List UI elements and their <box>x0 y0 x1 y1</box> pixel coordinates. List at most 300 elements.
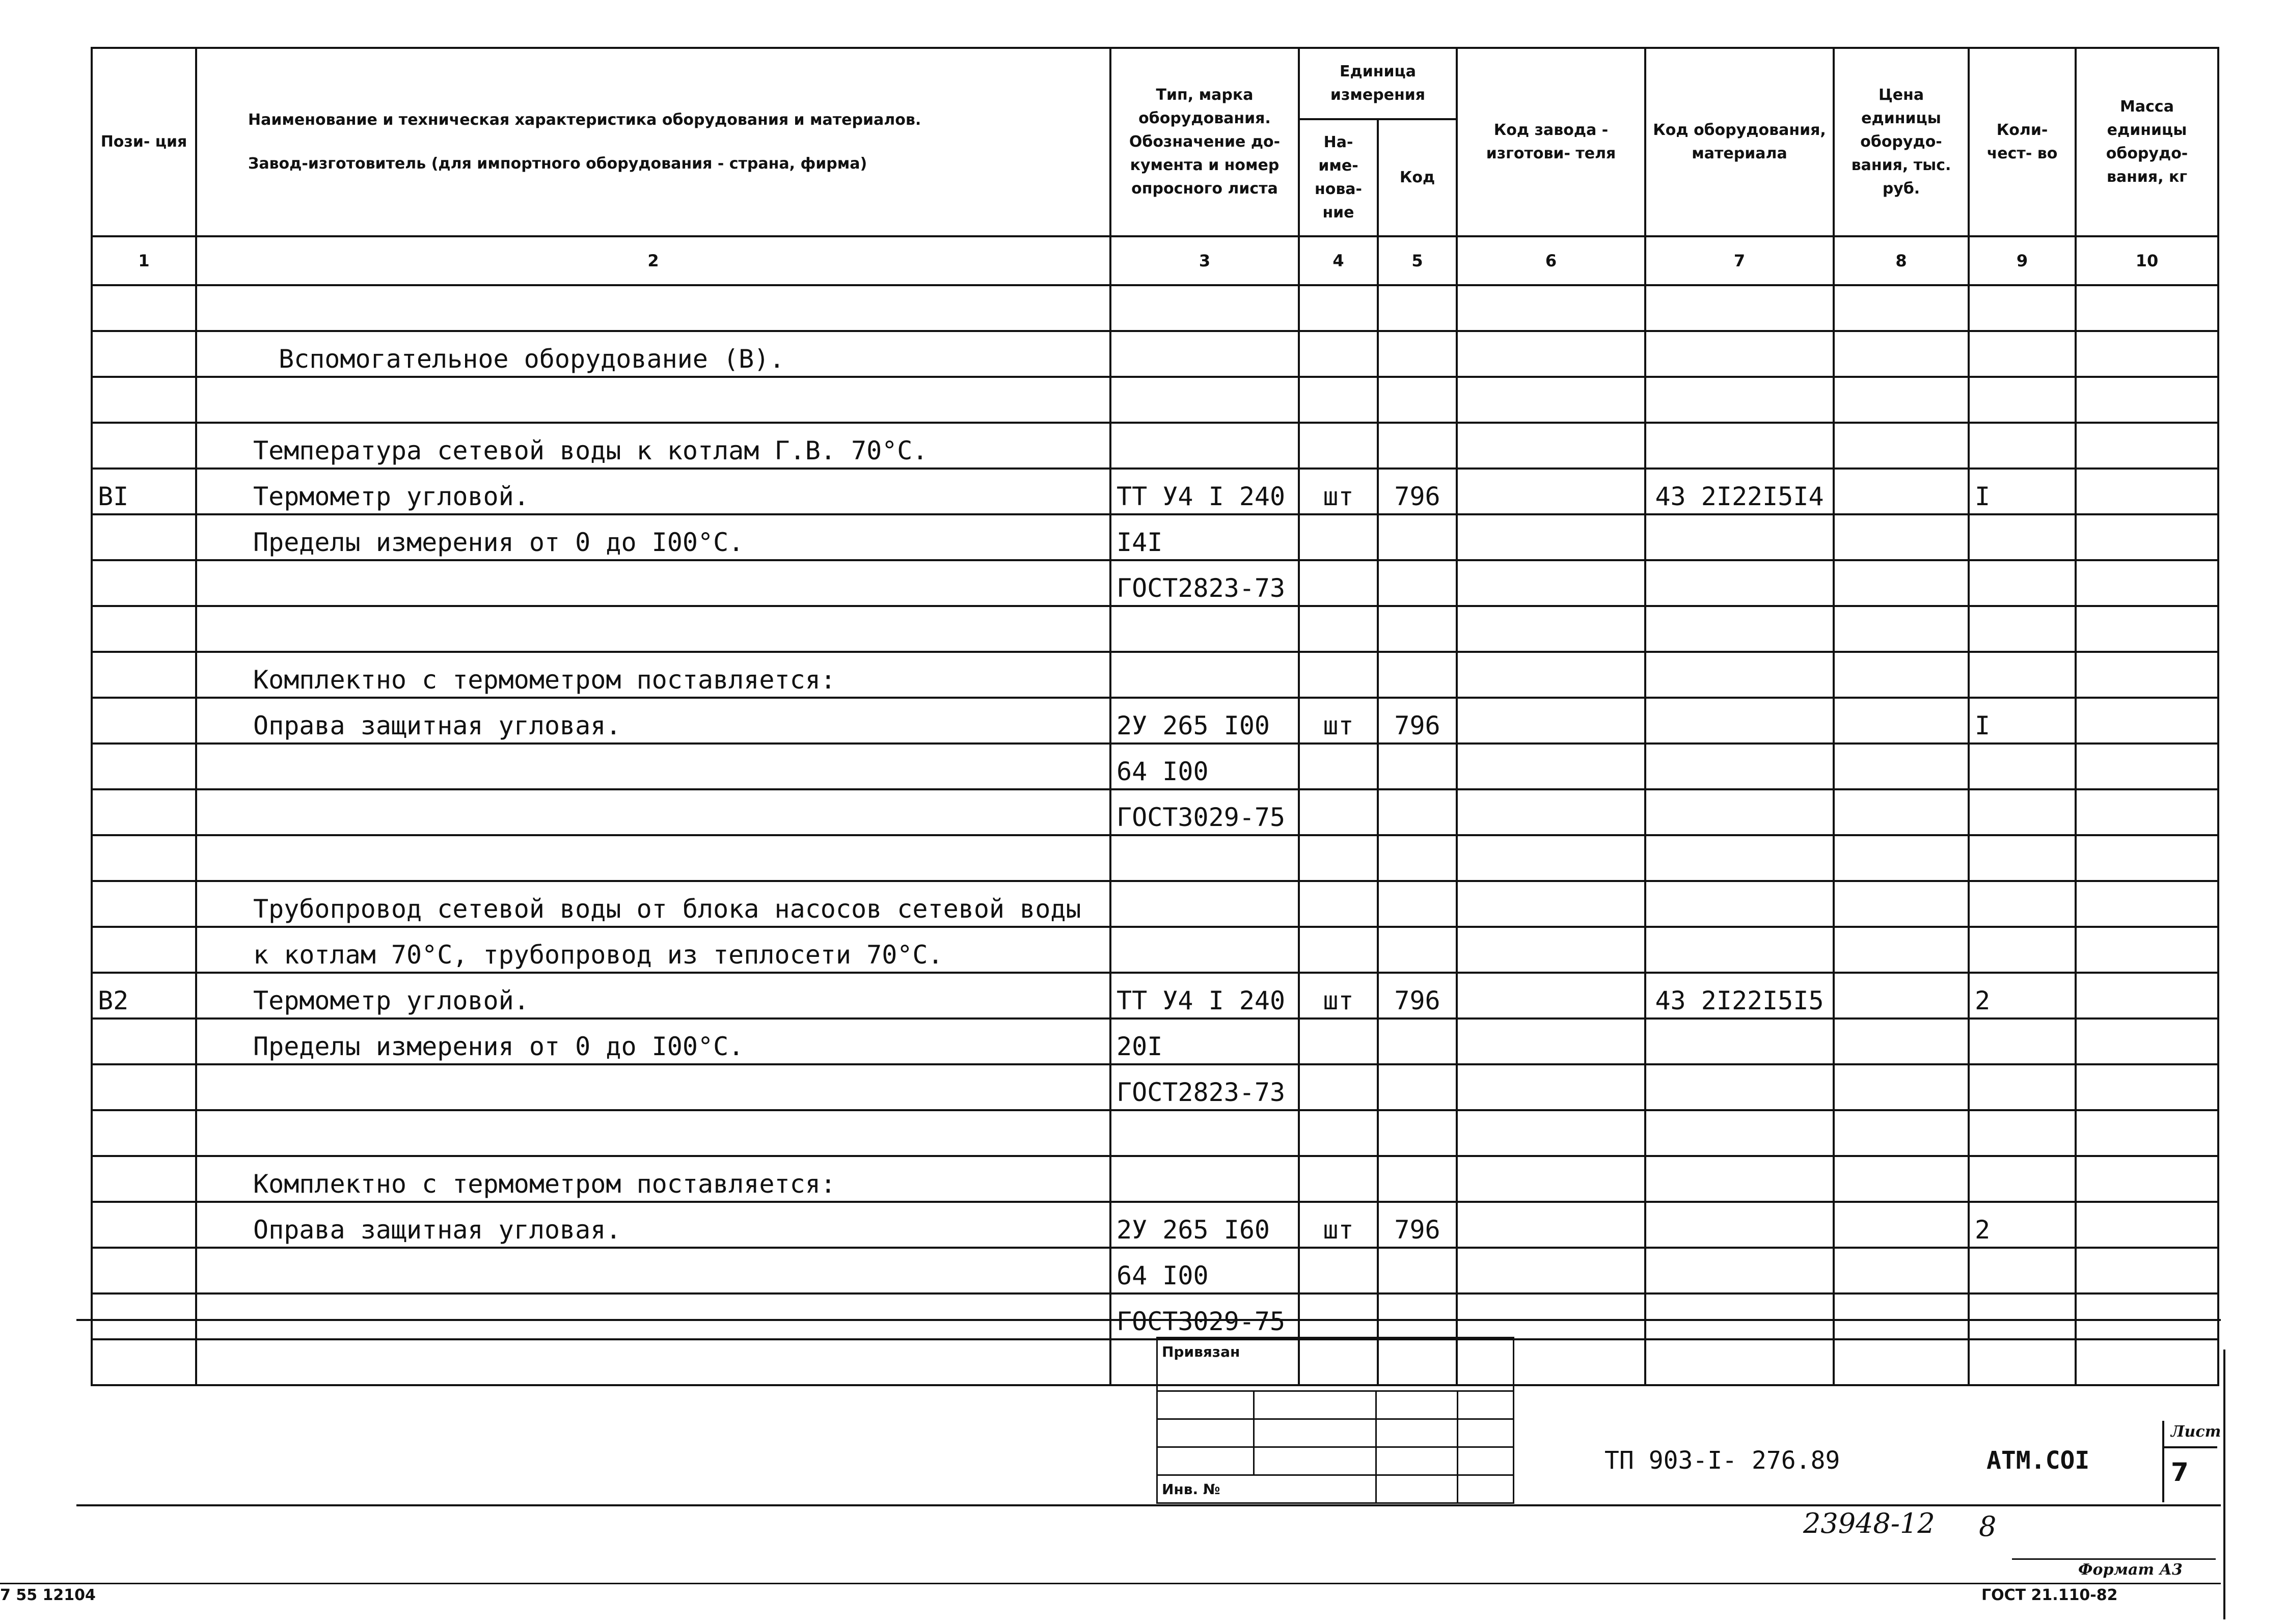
price-cell <box>1834 973 1969 1019</box>
table-row <box>92 1110 2218 1156</box>
unit-code-cell: 796 <box>1378 469 1457 514</box>
table-row <box>92 469 2218 514</box>
quantity-cell <box>1969 1064 2076 1110</box>
table-row <box>92 652 2218 698</box>
table-row <box>92 789 2218 835</box>
plant-code-cell <box>1457 469 1645 514</box>
unit-name-cell <box>1299 881 1378 927</box>
header-material-code: Код оборудования, материала <box>1645 48 1834 236</box>
name-cell: Термометр угловой. <box>196 973 1110 1019</box>
name-cell <box>196 1064 1110 1110</box>
unit-code-cell <box>1378 377 1457 423</box>
material-code-cell <box>1645 377 1834 423</box>
material-code-cell <box>1645 1110 1834 1156</box>
stamp-cell <box>1254 1447 1376 1475</box>
unit-code-cell <box>1378 1156 1457 1202</box>
unit-name-cell <box>1299 744 1378 789</box>
type-cell: ГОСТ2823-73 <box>1110 1064 1299 1110</box>
quantity-cell <box>1969 423 2076 469</box>
unit-name-cell: шт <box>1299 1202 1378 1248</box>
mass-cell <box>2076 1110 2218 1156</box>
price-cell <box>1834 789 1969 835</box>
column-number: 9 <box>1969 236 2076 285</box>
plant-code-cell <box>1457 1156 1645 1202</box>
header-name-line2: Завод-изготовитель (для импортного оборудования - страна, фирма) <box>248 155 867 173</box>
name-cell: Температура сетевой воды к котлам Г.В. 70°С. <box>196 423 1110 469</box>
type-cell: ТТ У4 I 240 <box>1110 469 1299 514</box>
mass-cell <box>2076 1202 2218 1248</box>
position-cell: B2 <box>92 973 196 1019</box>
type-cell <box>1110 423 1299 469</box>
price-cell <box>1834 331 1969 377</box>
table-row <box>92 744 2218 789</box>
price-cell <box>1834 1248 1969 1293</box>
position-cell <box>92 1064 196 1110</box>
plant-code-cell <box>1457 514 1645 560</box>
position-cell <box>92 1248 196 1293</box>
quantity-cell: 2 <box>1969 973 2076 1019</box>
mass-cell <box>2076 698 2218 744</box>
document-code: ТП 903-I- 276.89 <box>1604 1446 1840 1475</box>
quantity-cell <box>1969 606 2076 652</box>
table-row <box>92 331 2218 377</box>
unit-name-cell <box>1299 423 1378 469</box>
unit-name-cell <box>1299 514 1378 560</box>
plant-code-cell <box>1457 423 1645 469</box>
column-number: 1 <box>92 236 196 285</box>
header-unit: Единица измерения <box>1299 48 1457 119</box>
position-cell <box>92 285 196 331</box>
print-number: 7 55 12104 <box>0 1586 96 1604</box>
quantity-cell <box>1969 744 2076 789</box>
unit-code-cell <box>1378 560 1457 606</box>
name-cell: Трубопровод сетевой воды от блока насосов сетевой воды <box>196 881 1110 927</box>
plant-code-cell <box>1457 927 1645 973</box>
quantity-cell: 2 <box>1969 1202 2076 1248</box>
quantity-cell: I <box>1969 469 2076 514</box>
column-number: 6 <box>1457 236 1645 285</box>
position-cell <box>92 1156 196 1202</box>
name-cell: Пределы измерения от 0 до I00°С. <box>196 514 1110 560</box>
material-code-cell <box>1645 1019 1834 1064</box>
unit-code-cell <box>1378 514 1457 560</box>
table-row <box>92 1248 2218 1293</box>
position-cell <box>92 331 196 377</box>
material-code-cell <box>1645 331 1834 377</box>
mass-cell <box>2076 973 2218 1019</box>
material-code-cell <box>1645 698 1834 744</box>
table-row <box>92 1064 2218 1110</box>
price-cell <box>1834 606 1969 652</box>
price-cell <box>1834 1110 1969 1156</box>
material-code-cell <box>1645 927 1834 973</box>
header-position: Пози- ция <box>92 48 196 236</box>
plant-code-cell <box>1457 331 1645 377</box>
plant-code-cell <box>1457 698 1645 744</box>
unit-name-cell <box>1299 927 1378 973</box>
material-code-cell <box>1645 423 1834 469</box>
price-cell <box>1834 469 1969 514</box>
position-cell <box>92 1110 196 1156</box>
plant-code-cell <box>1457 881 1645 927</box>
type-cell: 64 I00 <box>1110 1248 1299 1293</box>
mass-cell <box>2076 744 2218 789</box>
stamp-linked-label: Привязан <box>1157 1338 1514 1391</box>
price-cell <box>1834 1202 1969 1248</box>
plant-code-cell <box>1457 1064 1645 1110</box>
quantity-cell <box>1969 1019 2076 1064</box>
unit-name-cell <box>1299 1248 1378 1293</box>
name-cell <box>196 744 1110 789</box>
mass-cell <box>2076 927 2218 973</box>
name-cell <box>196 560 1110 606</box>
type-cell: ГОСТ2823-73 <box>1110 560 1299 606</box>
unit-code-cell <box>1378 789 1457 835</box>
type-cell <box>1110 331 1299 377</box>
position-cell <box>92 789 196 835</box>
mass-cell <box>2076 285 2218 331</box>
position-cell <box>92 1202 196 1248</box>
column-number: 8 <box>1834 236 1969 285</box>
header-name <box>196 48 1110 236</box>
table-row <box>92 698 2218 744</box>
unit-code-cell <box>1378 652 1457 698</box>
quantity-cell <box>1969 835 2076 881</box>
stamp-cell <box>1458 1419 1514 1447</box>
type-cell: ТТ У4 I 240 <box>1110 973 1299 1019</box>
unit-code-cell <box>1378 606 1457 652</box>
header-name-line1: Наименование и техническая характеристика оборудования и материалов. <box>248 111 921 129</box>
sheet-number: 7 <box>2171 1457 2189 1487</box>
table-row <box>92 285 2218 331</box>
material-code-cell <box>1645 1156 1834 1202</box>
name-cell: Комплектно с термометром поставляется: <box>196 1156 1110 1202</box>
name-cell: Вспомогательное оборудование (В). <box>196 331 1110 377</box>
header-type: Тип, марка оборудования. Обозначение до- кумента и номер опросного листа <box>1110 48 1299 236</box>
right-edge-rule <box>2223 1350 2225 1619</box>
specification-table <box>91 47 2219 1386</box>
type-cell: 2У 265 I00 <box>1110 698 1299 744</box>
name-cell: Пределы измерения от 0 до I00°С. <box>196 1019 1110 1064</box>
unit-name-cell <box>1299 560 1378 606</box>
mass-cell <box>2076 881 2218 927</box>
name-cell <box>196 606 1110 652</box>
name-cell <box>196 789 1110 835</box>
quantity-cell <box>1969 1156 2076 1202</box>
position-cell <box>92 1019 196 1064</box>
price-cell <box>1834 1019 1969 1064</box>
plant-code-cell <box>1457 652 1645 698</box>
quantity-cell <box>1969 1110 2076 1156</box>
unit-name-cell <box>1299 789 1378 835</box>
unit-name-cell <box>1299 1019 1378 1064</box>
price-cell <box>1834 1064 1969 1110</box>
price-cell <box>1834 560 1969 606</box>
mass-cell <box>2076 560 2218 606</box>
material-code-cell <box>1645 652 1834 698</box>
material-code-cell <box>1645 1064 1834 1110</box>
mass-cell <box>2076 652 2218 698</box>
stamp-inv-label: Инв. № <box>1157 1475 1376 1503</box>
plant-code-cell <box>1457 1019 1645 1064</box>
stamp-cell <box>1376 1447 1458 1475</box>
quantity-cell <box>1969 1248 2076 1293</box>
price-cell <box>1834 698 1969 744</box>
name-cell <box>196 377 1110 423</box>
mass-cell <box>2076 1248 2218 1293</box>
material-code-cell <box>1645 285 1834 331</box>
unit-code-cell <box>1378 927 1457 973</box>
plant-code-cell <box>1457 285 1645 331</box>
table-row <box>92 377 2218 423</box>
price-cell <box>1834 744 1969 789</box>
quantity-cell <box>1969 285 2076 331</box>
quantity-cell <box>1969 927 2076 973</box>
price-cell <box>1834 423 1969 469</box>
unit-name-cell <box>1299 606 1378 652</box>
name-cell: Комплектно с термометром поставляется: <box>196 652 1110 698</box>
mass-cell <box>2076 331 2218 377</box>
material-code-cell <box>1645 881 1834 927</box>
column-number: 10 <box>2076 236 2218 285</box>
unit-name-cell <box>1299 652 1378 698</box>
position-cell <box>92 514 196 560</box>
mass-cell <box>2076 835 2218 881</box>
gost-label: ГОСТ 21.110-82 <box>1981 1586 2118 1604</box>
quantity-cell <box>1969 514 2076 560</box>
unit-code-cell <box>1378 331 1457 377</box>
title-block-frame <box>76 1319 2221 1506</box>
position-cell <box>92 835 196 881</box>
table-row <box>92 560 2218 606</box>
material-code-cell <box>1645 744 1834 789</box>
mass-cell <box>2076 1019 2218 1064</box>
table-row <box>92 881 2218 927</box>
material-code-cell <box>1645 1248 1834 1293</box>
unit-code-cell <box>1378 285 1457 331</box>
format-label: Формат А3 <box>2078 1561 2183 1579</box>
plant-code-cell <box>1457 973 1645 1019</box>
position-cell <box>92 560 196 606</box>
price-cell <box>1834 652 1969 698</box>
material-code-cell: 43 2I22I5I5 <box>1645 973 1834 1019</box>
name-cell <box>196 835 1110 881</box>
name-cell: Оправа защитная угловая. <box>196 698 1110 744</box>
stamp-cell <box>1376 1419 1458 1447</box>
unit-code-cell <box>1378 881 1457 927</box>
material-code-cell <box>1645 514 1834 560</box>
unit-name-cell <box>1299 331 1378 377</box>
stamp-grid <box>1156 1337 1514 1504</box>
plant-code-cell <box>1457 789 1645 835</box>
type-cell <box>1110 927 1299 973</box>
plant-code-cell <box>1457 744 1645 789</box>
stamp-cell <box>1254 1419 1376 1447</box>
stamp-cell <box>1458 1447 1514 1475</box>
stamp-cell <box>1157 1419 1254 1447</box>
column-number: 3 <box>1110 236 1299 285</box>
unit-name-cell <box>1299 835 1378 881</box>
header-price: Цена единицы оборудо- вания, тыс. руб. <box>1834 48 1969 236</box>
table-row <box>92 927 2218 973</box>
quantity-cell <box>1969 652 2076 698</box>
unit-name-cell <box>1299 1064 1378 1110</box>
table-row <box>92 606 2218 652</box>
column-number: 7 <box>1645 236 1834 285</box>
stamp-cell <box>1458 1391 1514 1419</box>
price-cell <box>1834 514 1969 560</box>
sheet-box-divider <box>2162 1446 2217 1448</box>
format-rule <box>2012 1558 2216 1560</box>
type-cell <box>1110 652 1299 698</box>
stamp-cell <box>1157 1447 1254 1475</box>
mass-cell <box>2076 469 2218 514</box>
position-cell <box>92 652 196 698</box>
unit-code-cell <box>1378 1248 1457 1293</box>
stamp-cell <box>1376 1475 1458 1503</box>
header-mass: Масса единицы оборудо- вания, кг <box>2076 48 2218 236</box>
specification-body <box>92 285 2218 1385</box>
table-row <box>92 1202 2218 1248</box>
mass-cell <box>2076 789 2218 835</box>
price-cell <box>1834 1156 1969 1202</box>
plant-code-cell <box>1457 560 1645 606</box>
position-cell <box>92 377 196 423</box>
quantity-cell <box>1969 377 2076 423</box>
type-cell: 2У 265 I60 <box>1110 1202 1299 1248</box>
name-cell: к котлам 70°С, трубопровод из теплосети 70°С. <box>196 927 1110 973</box>
unit-name-cell <box>1299 1110 1378 1156</box>
unit-name-cell: шт <box>1299 469 1378 514</box>
bottom-rule <box>0 1583 2221 1584</box>
type-cell <box>1110 606 1299 652</box>
table-row <box>92 1156 2218 1202</box>
quantity-cell <box>1969 331 2076 377</box>
type-cell <box>1110 835 1299 881</box>
mass-cell <box>2076 1064 2218 1110</box>
name-cell: Оправа защитная угловая. <box>196 1202 1110 1248</box>
mass-cell <box>2076 606 2218 652</box>
name-cell: Термометр угловой. <box>196 469 1110 514</box>
unit-code-cell: 796 <box>1378 698 1457 744</box>
plant-code-cell <box>1457 377 1645 423</box>
type-cell: ГОСТ3029-75 <box>1110 789 1299 835</box>
quantity-cell <box>1969 789 2076 835</box>
position-cell <box>92 744 196 789</box>
position-cell <box>92 881 196 927</box>
quantity-cell <box>1969 560 2076 606</box>
column-number: 2 <box>196 236 1110 285</box>
table-row <box>92 835 2218 881</box>
header-quantity: Коли- чест- во <box>1969 48 2076 236</box>
name-cell <box>196 1248 1110 1293</box>
unit-code-cell <box>1378 835 1457 881</box>
name-cell <box>196 285 1110 331</box>
unit-name-cell <box>1299 377 1378 423</box>
stamp-cell <box>1254 1391 1376 1419</box>
inventory-number: 23948-12 <box>1803 1507 1935 1539</box>
type-cell <box>1110 1156 1299 1202</box>
type-cell: I4I <box>1110 514 1299 560</box>
type-cell: 64 I00 <box>1110 744 1299 789</box>
table-row <box>92 973 2218 1019</box>
stamp-cell <box>1157 1391 1254 1419</box>
column-number: 4 <box>1299 236 1378 285</box>
stamp-cell <box>1458 1475 1514 1503</box>
material-code-cell <box>1645 606 1834 652</box>
header-row-1 <box>92 48 2218 119</box>
price-cell <box>1834 927 1969 973</box>
position-cell <box>92 606 196 652</box>
plant-code-cell <box>1457 606 1645 652</box>
name-cell <box>196 1110 1110 1156</box>
header-plant-code: Код завода - изготови- теля <box>1457 48 1645 236</box>
unit-code-cell <box>1378 1019 1457 1064</box>
stamp-cell <box>1376 1391 1458 1419</box>
header-unit-code: Код <box>1378 119 1457 236</box>
plant-code-cell <box>1457 835 1645 881</box>
material-code-cell: 43 2I22I5I4 <box>1645 469 1834 514</box>
table-row <box>92 514 2218 560</box>
position-cell <box>92 423 196 469</box>
mass-cell <box>2076 377 2218 423</box>
material-code-cell <box>1645 835 1834 881</box>
position-cell: BI <box>92 469 196 514</box>
unit-code-cell <box>1378 1110 1457 1156</box>
price-cell <box>1834 377 1969 423</box>
type-cell <box>1110 1110 1299 1156</box>
unit-code-cell <box>1378 744 1457 789</box>
quantity-cell <box>1969 881 2076 927</box>
mass-cell <box>2076 514 2218 560</box>
column-number-row <box>92 236 2218 285</box>
unit-code-cell <box>1378 423 1457 469</box>
type-cell <box>1110 285 1299 331</box>
header-unit-name: На- име- нова- ние <box>1299 119 1378 236</box>
material-code-cell <box>1645 1202 1834 1248</box>
plant-code-cell <box>1457 1110 1645 1156</box>
material-code-cell <box>1645 789 1834 835</box>
table-row <box>92 423 2218 469</box>
unit-name-cell <box>1299 1156 1378 1202</box>
position-cell <box>92 698 196 744</box>
price-cell <box>1834 285 1969 331</box>
mass-cell <box>2076 423 2218 469</box>
type-cell <box>1110 881 1299 927</box>
sheet-label: Лист <box>2171 1423 2221 1441</box>
mass-cell <box>2076 1156 2218 1202</box>
quantity-cell: I <box>1969 698 2076 744</box>
unit-name-cell: шт <box>1299 698 1378 744</box>
column-number: 5 <box>1378 236 1457 285</box>
price-cell <box>1834 881 1969 927</box>
approval-stamp <box>1156 1337 1513 1502</box>
type-cell: ГОСТ3029-75 <box>1110 1293 1299 1339</box>
unit-name-cell: шт <box>1299 973 1378 1019</box>
plant-code-cell <box>1457 1248 1645 1293</box>
document-mark: АТМ.СОI <box>1986 1446 2090 1475</box>
position-cell <box>92 927 196 973</box>
type-cell <box>1110 377 1299 423</box>
plant-code-cell <box>1457 1202 1645 1248</box>
unit-code-cell: 796 <box>1378 973 1457 1019</box>
unit-code-cell <box>1378 1064 1457 1110</box>
unit-name-cell <box>1299 285 1378 331</box>
price-cell <box>1834 835 1969 881</box>
material-code-cell <box>1645 560 1834 606</box>
table-row <box>92 1019 2218 1064</box>
type-cell: 20I <box>1110 1019 1299 1064</box>
